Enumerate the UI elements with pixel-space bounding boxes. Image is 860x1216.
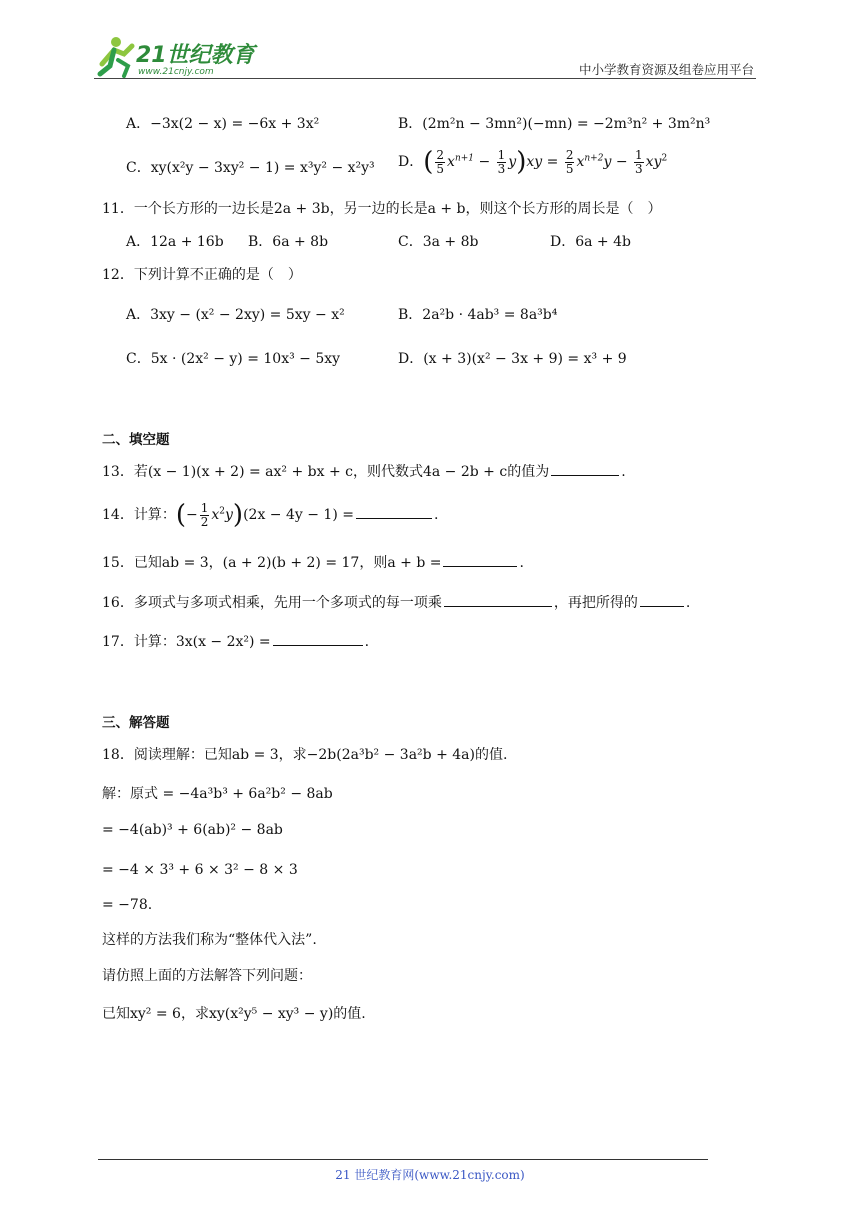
- q15-answer-blank[interactable]: [443, 552, 517, 567]
- footer-link[interactable]: 21 世纪教育网(www.21cnjy.com): [335, 1168, 525, 1182]
- q16: [102, 592, 690, 612]
- header-platform-text: 中小学教育资源及组卷应用平台: [578, 62, 754, 77]
- q18-solution-line-2: = −4(ab)³ + 6(ab)² − 8ab: [102, 822, 283, 838]
- q14-prefix: 14．计算：: [102, 507, 176, 523]
- q11-option-b: B．6a + 8b: [248, 234, 329, 250]
- site-logo: [94, 34, 264, 78]
- q18-solution-line-1: 解：原式 = −4a³b³ + 6a²b² − 8ab: [102, 786, 333, 802]
- q15: [102, 552, 524, 572]
- q10-option-b: B．(2m²n − 3mn²)(−mn) = −2m³n² + 3m²n³: [398, 116, 711, 132]
- q12-option-a: A．3xy − (x² − 2xy) = 5xy − x²: [126, 307, 345, 323]
- q14: 14．计算：(− $\frac{1}{2}$ $x^2y)(2x - 4y - 1)$ = .: [102, 500, 439, 530]
- q11-stem: 11．一个长方形的一边长是2a + 3b，另一边的长是a + b，则这个长方形的周长是（ ）: [102, 201, 662, 217]
- q12-option-b: B．2a²b · 4ab³ = 8a³b⁴: [398, 307, 558, 323]
- q17-text: 17．计算：3x(x − 2x²) =: [102, 634, 271, 650]
- q11-option-c: C．3a + 8b: [398, 234, 479, 250]
- q14-post: .: [433, 507, 439, 523]
- q16-answer-blank-2[interactable]: [640, 592, 684, 607]
- q14-answer-blank[interactable]: [356, 504, 432, 519]
- q17: [102, 631, 369, 651]
- q13-text: 13．若(x − 1)(x + 2) = ax² + bx + c，则代数式4a − 2b + c的值为: [102, 464, 550, 480]
- q12-option-d: D．(x + 3)(x² − 3x + 9) = x³ + 9: [398, 351, 627, 367]
- q18-stem: 18．阅读理解：已知ab = 3，求−2b(2a³b² − 3a²b + 4a)的值.: [102, 747, 508, 763]
- q14-expression: (2x − 4y − 1) =: [243, 507, 354, 523]
- q11-option-a: A．12a + 16b: [126, 234, 224, 250]
- q10-option-c: C．xy(x²y − 3xy² − 1) = x³y² − x²y³: [126, 160, 375, 176]
- q10-option-a: A．−3x(2 − x) = −6x + 3x²: [126, 116, 320, 132]
- q18-solution-line-4: = −78.: [102, 897, 153, 913]
- q13-post: .: [621, 464, 626, 480]
- q18-problem: 已知xy² = 6，求xy(x²y⁵ − xy³ − y)的值.: [102, 1006, 366, 1022]
- q16-text: 16．多项式与多项式相乘，先用一个多项式的每一项乘: [102, 595, 442, 611]
- q17-answer-blank[interactable]: [273, 631, 363, 646]
- q13: [102, 461, 626, 481]
- q18-instruction: 请仿照上面的方法解答下列问题：: [102, 968, 312, 984]
- q16-middle: ，再把所得的: [553, 595, 638, 611]
- q15-text: 15．已知ab = 3，(a + 2)(b + 2) = 17，则a + b =: [102, 555, 442, 571]
- q16-answer-blank-1[interactable]: [444, 592, 552, 607]
- section-fill-in-title: 二、填空题: [102, 432, 170, 448]
- q12-stem: 12．下列计算不正确的是（ ）: [102, 267, 302, 283]
- logo-text: 21世纪教育: [136, 43, 255, 68]
- q18-method-note: 这样的方法我们称为“整体代入法”.: [102, 932, 317, 948]
- q18-solution-line-3: = −4 × 3³ + 6 × 3² − 8 × 3: [102, 862, 298, 878]
- q15-post: .: [519, 555, 524, 571]
- q13-answer-blank[interactable]: [551, 461, 619, 476]
- q10-option-d-label: D．: [398, 154, 424, 170]
- footer-divider: [98, 1159, 708, 1160]
- section-solve-title: 三、解答题: [102, 715, 170, 731]
- q16-post: .: [685, 595, 691, 611]
- q11-option-d: D．6a + 4b: [550, 234, 631, 250]
- q10-option-d: D．( $\frac{2}{5}$ $x^{n+1}$ − $\frac{1}{3}$ y)xy = $\frac{2}{5}$ $x^{n+2}y$ − $\frac{1}{3}$ $xy^2$: [398, 147, 668, 177]
- logo-url: www.21cnjy.com: [138, 67, 214, 77]
- runner-logo-icon: [94, 34, 264, 78]
- q17-post: .: [364, 634, 370, 650]
- header-divider: [94, 78, 756, 79]
- q12-option-c: C．5x · (2x² − y) = 10x³ − 5xy: [126, 351, 341, 367]
